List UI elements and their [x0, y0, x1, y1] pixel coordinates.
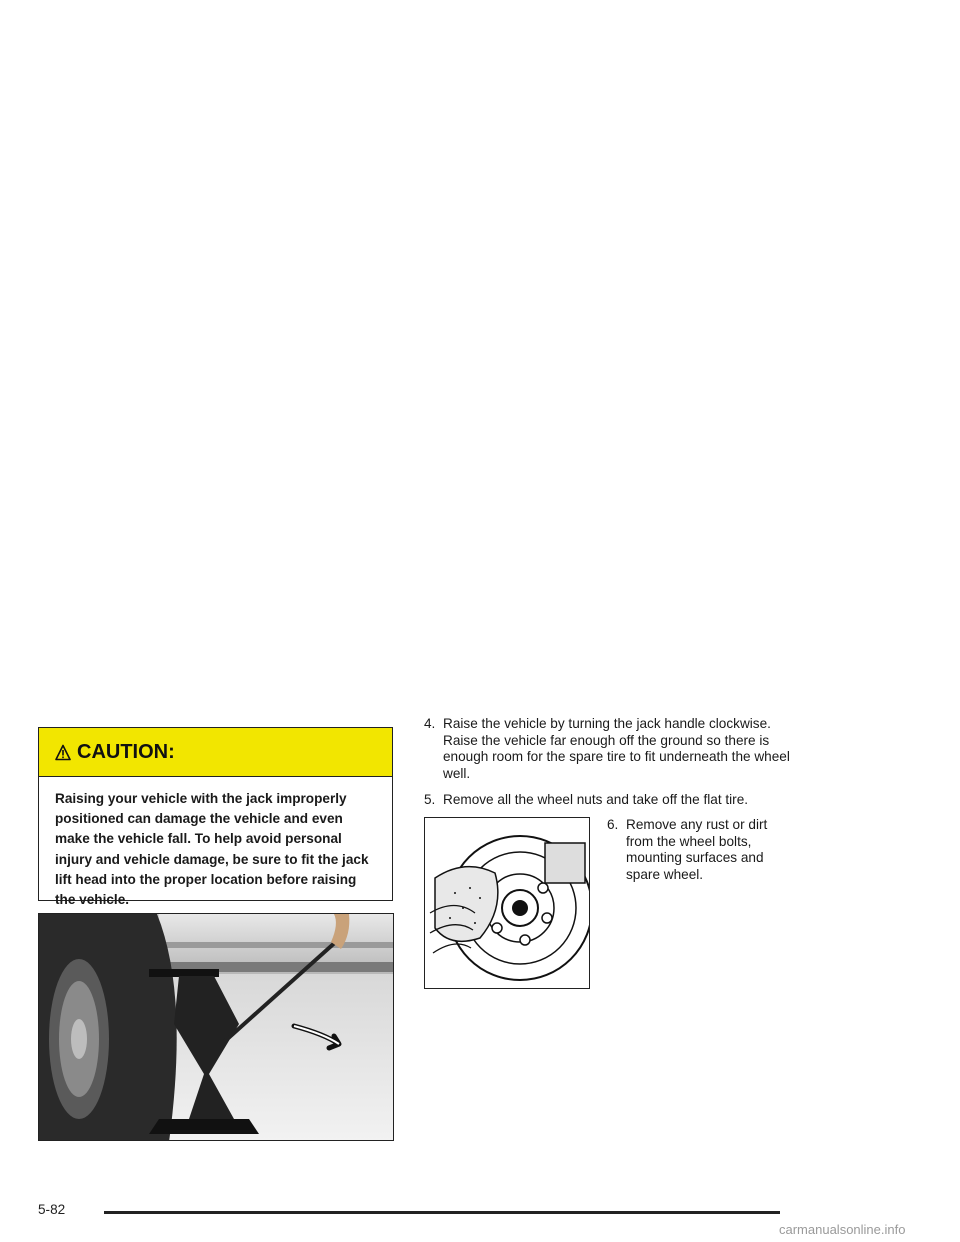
caution-text: Raising your vehicle with the jack improperly positioned can damage the vehicle and even make the vehicle fall. To help avoid personal injury and vehicle damage, be sure to fit the jack lift head into the proper location before raising the vehicle.	[55, 791, 369, 908]
step-text: Remove any rust or dirt from the wheel bolts, mounting surfaces and spare wheel.	[626, 817, 768, 882]
wheel-hub-photo	[424, 817, 590, 989]
step-number: 5.	[424, 792, 436, 807]
footer-rule	[104, 1211, 780, 1214]
caution-box	[38, 727, 393, 908]
caution-header	[39, 728, 392, 777]
steps-list	[424, 716, 804, 809]
step-4	[424, 716, 804, 782]
step-6	[607, 817, 797, 883]
page-number: 5-82	[38, 1202, 66, 1217]
step-text: Remove all the wheel nuts and take off the flat tire.	[443, 792, 749, 807]
step-number: 4.	[424, 716, 436, 731]
caution-heading: CAUTION:	[77, 740, 175, 763]
warning-triangle-icon	[55, 744, 71, 761]
watermark: carmanualsonline.info	[779, 1222, 906, 1237]
step-5	[424, 792, 804, 809]
jack-photo	[38, 913, 394, 1141]
step-text: Raise the vehicle by turning the jack handle clockwise. Raise the vehicle far enough off the ground so there is enough room for the spare tire to fit underneath the wheel well.	[443, 716, 790, 781]
step-number: 6.	[607, 817, 619, 832]
